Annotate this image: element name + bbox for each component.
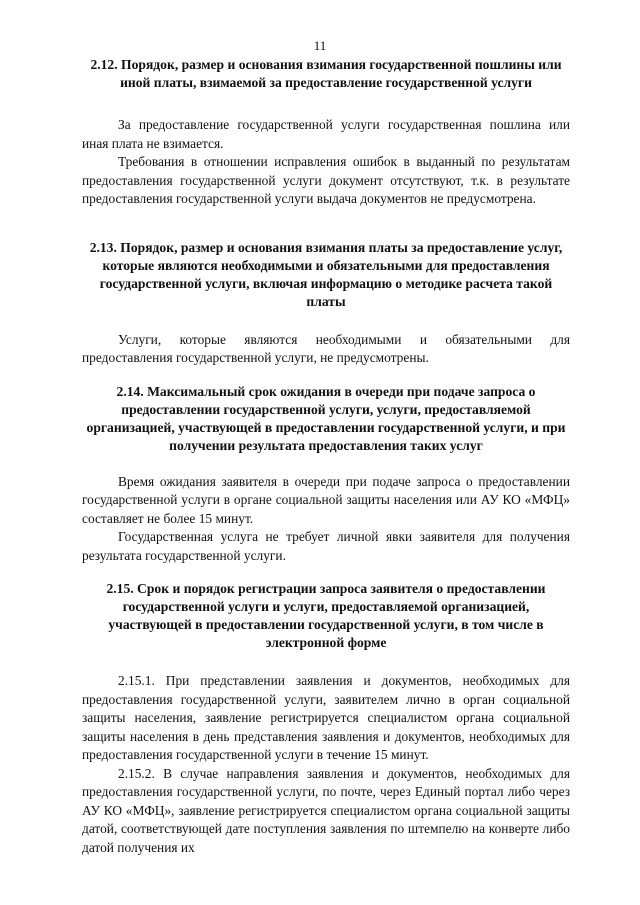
paragraph: Услуги, которые являются необходимыми и обязательными для предоставления государственной услуги, не предусмотрены. — [82, 331, 570, 365]
page-number: 11 — [313, 38, 327, 53]
paragraph: Время ожидания заявителя в очереди при подаче запроса о предоставлении государственной услуги в органе социальной защиты населения или АУ КО «МФЦ» составляет не более 15 минут. — [82, 473, 570, 526]
section-2-13 — [82, 239, 570, 368]
paragraph: За предоставление государственной услуги государственная пошлина или иная плата не взимается. — [82, 117, 570, 151]
paragraph: 2.15.1. При представлении заявления и документов, необходимых для предоставления государственной услуги, заявителем лично в орган социальной защиты населения, заявление регистрируется специалистом органа социальной защиты населения в день представления заявления и документов, необходимых для предоставления государственной услуги в течение 15 минут. — [82, 673, 570, 762]
section-heading: 2.13. Порядок, размер и основания взимания платы за предоставление услуг, которые являются необходимыми и обязательными для предоставления государственной услуги, включая информацию о методике расчета такой платы — [89, 239, 563, 309]
section-2-15 — [82, 580, 570, 857]
section-heading: 2.14. Максимальный срок ожидания в очереди при подаче запроса о предоставлении государственной услуги, услуги, предоставляемой организацией, участвующей в предоставлении государственной услуги, и при получении результата предоставления таких услуг — [86, 383, 566, 453]
paragraph: Требования в отношении исправления ошибок в выданный по результатам предоставления государственной услуги документ отсутствуют, т.к. в результате предоставления государственной услуги выдача документов не предусмотрена. — [82, 154, 570, 206]
section-2-14 — [82, 383, 570, 566]
paragraph: Государственная услуга не требует личной явки заявителя для получения результата государственной услуги. — [82, 529, 570, 563]
paragraph: 2.15.2. В случае направления заявления и документов, необходимых для предоставления государственной услуги, по почте, через Единый портал либо через АУ КО «МФЦ», заявление регистрируется специалистом органа социальной защиты датой, соответствующей дате поступления заявления по штемпелю на конверте либо датой получения их — [82, 765, 570, 855]
document-body — [82, 56, 570, 857]
section-heading: 2.15. Срок и порядок регистрации запроса заявителя о предоставлении государственной услуги и услуги, предоставляемой организацией, участвующей в предоставлении государственной услуги, в том числе в электронной форме — [106, 581, 546, 650]
section-2-12 — [82, 56, 570, 209]
section-heading: 2.12. Порядок, размер и основания взимания государственной пошлины или иной платы, взимаемой за предоставление государственной услуги — [90, 57, 562, 90]
